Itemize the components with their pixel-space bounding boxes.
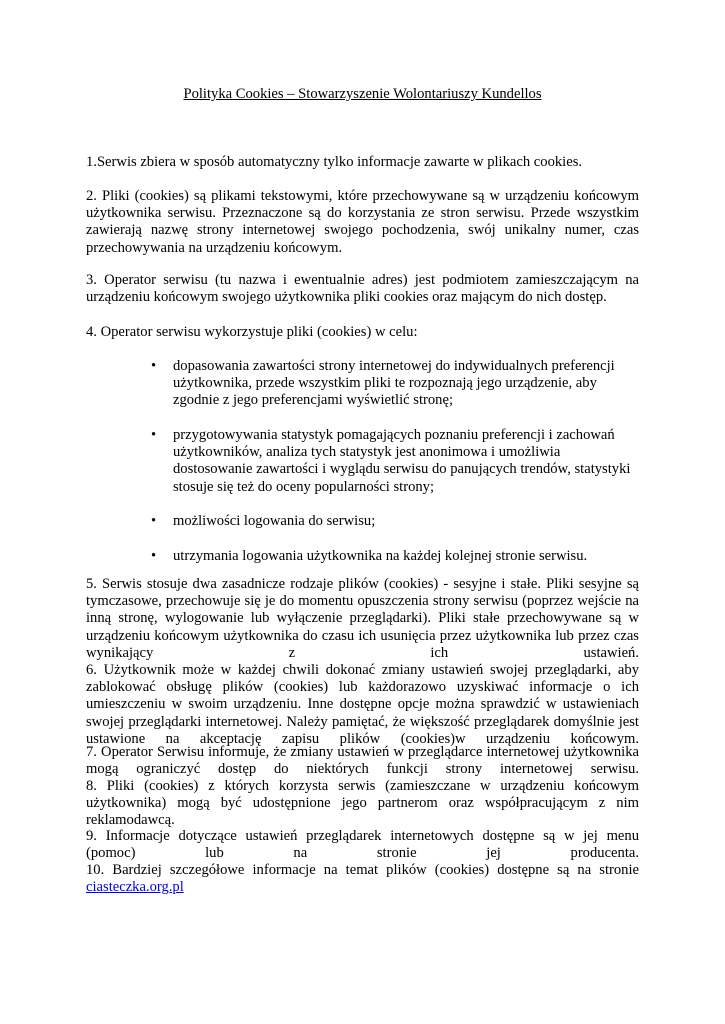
purpose-list [148, 358, 639, 582]
paragraph-6: 6. Użytkownik może w każdej chwili dokonać zmiany ustawień swojej przeglądarki, aby zablokować obsługę plików (cookies) lub każdorazowo uzyskiwać informacje o ich umieszczeniu w swoim urządzeniu. Inne dostępne opcje można sprawdzić w ustawieniach swojej przeglądarki internetowej. Należy pamiętać, że większość przeglądarek domyślnie jest ustawione na akceptację zapisu plików (cookies)w urządzeniu końcowym. [86, 662, 639, 747]
list-item [148, 358, 639, 410]
paragraph-10 [86, 862, 639, 896]
list-item-text: dopasowania zawartości strony internetowej do indywidualnych preferencji użytkownika, przede wszystkim pliki te rozpoznają jego urządzenie, aby zgodnie z jego preferencjami wyświetlić stronę; [173, 358, 615, 409]
paragraph-8: 8. Pliki (cookies) z których korzysta serwis (zamieszczane w urządzeniu końcowym użytkownika) mogą być udostępnione jego partnerom oraz współpracującym z nim reklamodawcą. [86, 778, 639, 829]
list-item-text: przygotowywania statystyk pomagających poznaniu preferencji i zachowań użytkowników, analiza tych statystyk jest anonimowa i umożliwia dostosowanie zawartości i wyglądu serwisu do panujących trendów, statystyki stosuje się też do oceny popularności strony; [173, 427, 631, 495]
bullet-icon: • [151, 547, 157, 564]
paragraph-10-text: 10. Bardziej szczegółowe informacje na temat plików (cookies) dostępne są na stronie [86, 862, 639, 878]
bullet-icon: • [151, 513, 157, 530]
list-item-text: utrzymania logowania użytkownika na każdej kolejnej stronie serwisu. [173, 547, 588, 564]
ciasteczka-link[interactable]: ciasteczka.org.pl [86, 879, 184, 896]
bullet-icon: • [151, 427, 157, 443]
paragraph-7: 7. Operator Serwisu informuje, że zmiany ustawień w przeglądarce internetowej użytkownika mogą ograniczyć dostęp do niektórych funkcji strony internetowej serwisu. [86, 744, 639, 778]
paragraph-3: 3. Operator serwisu (tu nazwa i ewentualnie adres) jest podmiotem zamieszczającym na urządzeniu końcowym swojego użytkownika pliki cookies oraz mającym do nich dostęp. [86, 272, 639, 306]
list-item [148, 548, 639, 565]
paragraph-5: 5. Serwis stosuje dwa zasadnicze rodzaje plików (cookies) - sesyjne i stałe. Pliki sesyjne są tymczasowe, przechowuje się je do momentu opuszczenia strony serwisu (poprzez wejście na inną stronę, wylogowanie lub wyłączenie przeglądarki). Pliki stałe przechowywane są w urządzeniu końcowym użytkownika do czasu ich usunięcia przez użytkownika lub przez czas wynikający z ich ustawień. [86, 576, 639, 661]
list-item [148, 513, 639, 530]
list-item-text: możliwości logowania do serwisu; [173, 513, 376, 530]
paragraph-9: 9. Informacje dotyczące ustawień przeglądarek internetowych dostępne są w jej menu (pomoc) lub na stronie jej producenta. [86, 828, 639, 862]
paragraph-2: 2. Pliki (cookies) są plikami tekstowymi, które przechowywane są w urządzeniu końcowym użytkownika serwisu. Przeznaczone są do korzystania ze stron serwisu. Przede wszystkim zawierają nazwę strony internetowej swojego pochodzenia, swój unikalny numer, czas przechowywania na urządzeniu końcowym. [86, 188, 639, 256]
list-item [148, 427, 639, 496]
paragraph-4: 4. Operator serwisu wykorzystuje pliki (cookies) w celu: [86, 324, 418, 340]
paragraph-1: 1.Serwis zbiera w sposób automatyczny tylko informacje zawarte w plikach cookies. [86, 154, 583, 170]
bullet-icon: • [151, 358, 157, 374]
document-title: Polityka Cookies – Stowarzyszenie Wolontariuszy Kundellos [183, 86, 542, 102]
